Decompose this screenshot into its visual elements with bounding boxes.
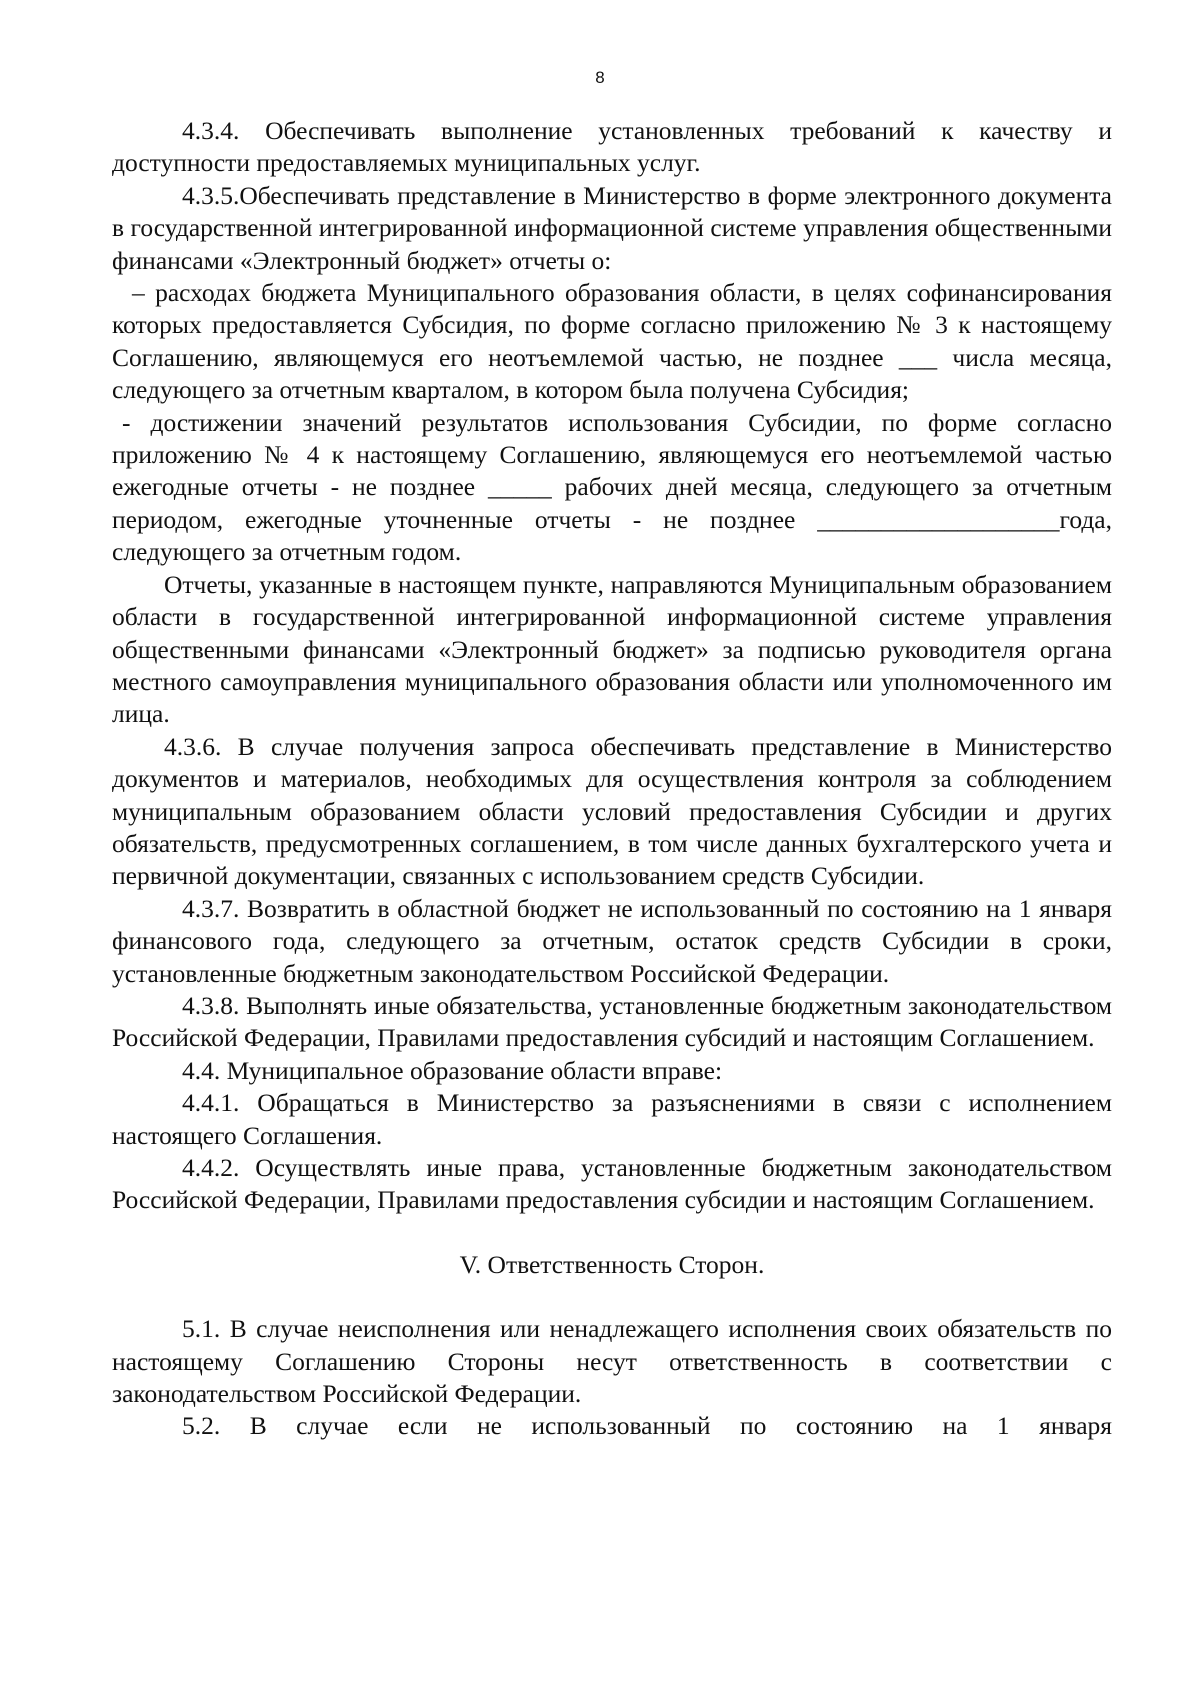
section-heading: V. Ответственность Сторон.	[459, 1249, 765, 1279]
paragraph-4-4-1: 4.4.1. Обращаться в Министерство за разъяснениями в связи с исполнением настоящего Соглашения.	[112, 1088, 1112, 1150]
list-item-results-report: - достижении значений результатов использования Субсидии, по форме согласно приложению № 4 к настоящему Соглашению, являющемуся его неотъемлемой частью ежегодные отчеты - не позднее _____ рабочих дней месяца, следующего за отчетным периодом, ежегодные уточненные отчеты - не позднее ___________________года, следующего за отчетным годом.	[112, 407, 1112, 567]
document-body	[112, 115, 1112, 1443]
page-number: 8	[595, 68, 605, 87]
paragraph-5-2: 5.2. В случае если не использованный по состоянию на 1 января	[182, 1411, 1112, 1441]
list-item-expenses-report: – расходах бюджета Муниципального образования области, в целях софинансирования которых предоставляется Субсидия, по форме согласно приложению № 3 к настоящему Соглашению, являющемуся его неотъемлемой частью, не позднее ___ числа месяца, следующего за отчетным кварталом, в котором была получена Субсидия;	[112, 278, 1112, 405]
paragraph-reports-submission: Отчеты, указанные в настоящем пункте, направляются Муниципальным образованием области в государственной интегрированной информационной системе управления общественными финансами «Электронный бюджет» за подписью руководителя органа местного самоуправления муниципального образования области или уполномоченного им лица.	[112, 569, 1112, 729]
paragraph-4-3-8: 4.3.8. Выполнять иные обязательства, установленные бюджетным законодательством Российской Федерации, Правилами предоставления субсидий и настоящим Соглашением.	[112, 990, 1112, 1053]
paragraph-5-1: 5.1. В случае неисполнения или ненадлежащего исполнения своих обязательств по настоящему Соглашению Стороны несут ответственность в соответствии с законодательством Российской Федерации.	[112, 1314, 1112, 1409]
paragraph-4-3-5: 4.3.5.Обеспечивать представление в Министерство в форме электронного документа в государственной интегрированной информационной системе управления общественными финансами «Электронный бюджет» отчеты о:	[112, 180, 1112, 275]
paragraph-4-3-6: 4.3.6. В случае получения запроса обеспечивать представление в Министерство документов и материалов, необходимых для осуществления контроля за соблюдением муниципальным образованием области условий предоставления Субсидии и других обязательств, предусмотренных соглашением, в том числе данных бухгалтерского учета и первичной документации, связанных с использованием средств Субсидии.	[112, 731, 1112, 891]
paragraph-4-3-7: 4.3.7. Возвратить в областной бюджет не использованный по состоянию на 1 января финансового года, следующего за отчетным, остаток средств Субсидии в сроки, установленные бюджетным законодательством Российской Федерации.	[112, 893, 1112, 988]
paragraph-4-4: 4.4. Муниципальное образование области вправе:	[182, 1055, 723, 1085]
paragraph-4-4-2: 4.4.2. Осуществлять иные права, установленные бюджетным законодательством Российской Федерации, Правилами предоставления субсидии и настоящим Соглашением.	[112, 1153, 1112, 1215]
paragraph-4-3-4: 4.3.4. Обеспечивать выполнение установленных требований к качеству и доступности предоставляемых муниципальных услуг.	[112, 116, 1112, 178]
